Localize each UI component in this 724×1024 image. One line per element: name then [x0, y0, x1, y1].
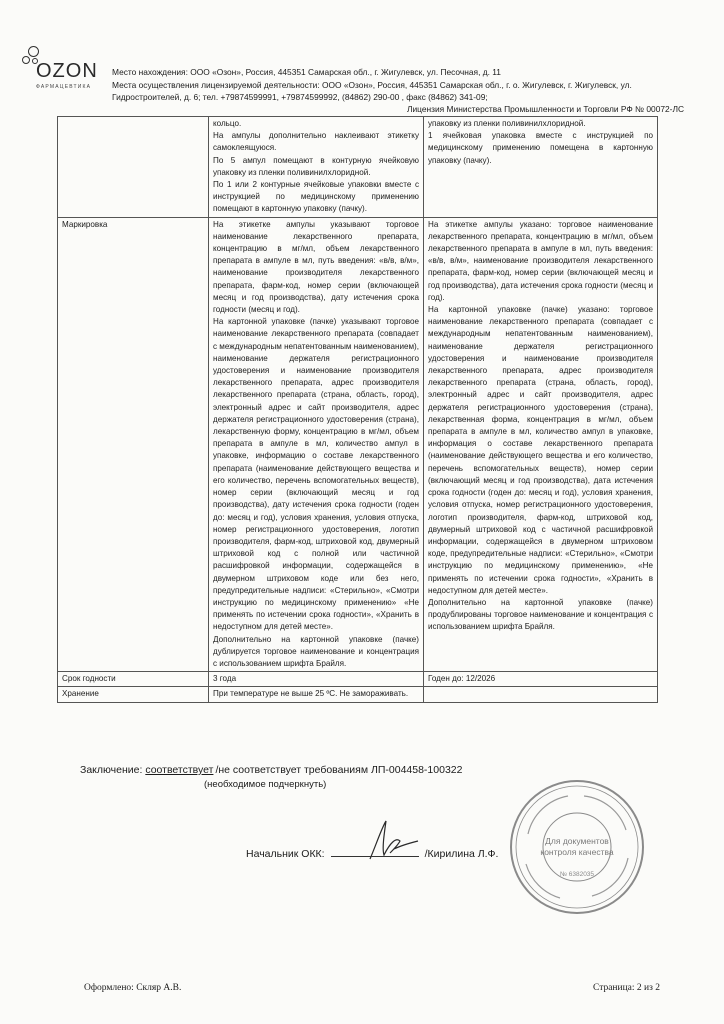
text-paragraph: На этикетке ампулы указывают торговое наименование лекарственного препарата, концентрацию в мг/мл, объем лекарственного препарата в ампуле в мл, путь введения: «в/в, в/м», наименование производителя лекарственного препарата, фарм-код, номер серии (включающей месяц и год производства), дату истечения срока годности (месяц и год). — [213, 219, 419, 315]
row-label: Хранение — [58, 687, 209, 702]
conclusion-requirement: требованиям ЛП-004458-100322 — [303, 764, 463, 776]
result-cell: Годен до: 12/2026 — [424, 672, 658, 687]
text-paragraph: На этикетке ампулы указано: торговое наименование лекарственного препарата, концентрацию в мг/мл, объем лекарственного препарата в ампуле в мл, путь введения: «в/в, в/м», наименование производителя лекарственного препарата, фарм-код, номер серии (включающей месяц и год производства), дата истечения срока годности (месяц и год). — [428, 219, 653, 302]
page-number: Страница: 2 из 2 — [592, 983, 660, 993]
company-logo — [22, 46, 114, 98]
stamp-text-line-2: контроля качества — [540, 847, 614, 857]
text-paragraph: На ампулы дополнительно наклеивают этикетку самоклеящуюся. — [213, 131, 419, 153]
result-cell — [424, 117, 658, 218]
row-label: Срок годности — [58, 672, 209, 687]
text-paragraph: По 5 ампул помещают в контурную ячейковую упаковку из пленки поливинилхлоридной. — [213, 155, 419, 177]
header-address: Место нахождения: ООО «Озон», Россия, 445351 Самарская обл., г. Жигулевск, ул. Песочная, д. 11 — [112, 67, 501, 77]
logo-name: OZON — [36, 60, 98, 82]
table-row-storage — [58, 687, 658, 702]
requirement-cell — [209, 217, 424, 672]
spec-table — [57, 116, 658, 703]
letterhead — [112, 66, 660, 104]
result-cell — [424, 687, 658, 702]
prepared-by: Оформлено: Скляр А.В. — [84, 983, 182, 993]
table-row-marking — [58, 217, 658, 672]
conclusion-option-not-complies: /не соответствует — [215, 764, 302, 776]
requirement-cell — [209, 117, 424, 218]
stamp-number: № 6382035 — [559, 871, 595, 878]
text-paragraph: упаковку из пленки поливинилхлоридной. — [428, 119, 586, 128]
text-paragraph: кольцо. — [213, 119, 242, 128]
conclusion — [80, 764, 462, 776]
conclusion-note: (необходимое подчеркнуть) — [204, 779, 327, 790]
text-paragraph: На картонной упаковке (пачке) указано: торговое наименование лекарственного препарата (совпадает с международным непатентованным наименованием), наименование держателя регистрационного удостоверения и наименование производителя лекарственного препарата, адрес производителя лекарственного препарата (страна, область, город), электронный адрес и сайт производителя, адрес держателя регистрационного удостоверения (страна), лекарственная форма, концентрация в мг/мл, объем препарата в ампуле в мл, количество ампул в упаковке, информация о составе лекарственного препарата (наименование действующего вещества и его количество, перечень вспомогательных веществ), номер серии (включающий месяц и год производства), дата истечения срока годности (годен до: месяц и год), условия хранения, условия отпуска, номер регистрационного удостоверения, логотип производителя, фарм-код, штриховой код, двумерный штриховой код с частичной расшифровкой информации, содержащейся в двумерном штриховом коде, предупредительные надписи: «Стерильно», «Смотри инструкцию по медицинскому применению», «Не применять по истечении срока годности», «Хранить в недоступном для детей месте». — [428, 305, 653, 595]
stamp-text-line-1: Для документов — [545, 836, 609, 846]
table-row-packaging — [58, 117, 658, 218]
quality-control-stamp — [508, 778, 646, 916]
logo-subtitle: ФАРМАЦЕВТИКА — [36, 84, 92, 90]
header-license: Лицензия Министерства Промышленности и Торговли РФ № 00072-ЛС — [407, 104, 684, 114]
signature-role: Начальник ОКК: — [246, 848, 325, 860]
text-paragraph: Дополнительно на картонной упаковке (пачке) продублированы торговое наименование и концентрация с использованием шрифта Брайля. — [428, 597, 653, 632]
text-paragraph: По 1 или 2 контурные ячейковые упаковки вместе с инструкцией по медицинскому применению помещают в картонную упаковку (пачку). — [213, 180, 419, 214]
header-sites: Места осуществления лицензируемой деятельности: ООО «Озон», Россия, 445351 Самарская обл., г. о. Жигулевск, г. Жигулевск, ул. — [112, 79, 632, 90]
text-paragraph: 1 ячейковая упаковка вместе с инструкцией по медицинскому применению помещена в картонную упаковку (пачку). — [428, 131, 653, 165]
signature-line — [331, 856, 419, 857]
text-paragraph: На картонной упаковке (пачке) указывают торговое наименование лекарственного препарата (совпадает с международным непатентованным наименованием), наименование держателя регистрационного удостоверения и наименование производителя лекарственного препарата, адрес производителя лекарственного препарата (страна, область, город), электронный адрес и сайт производителя, адрес держателя регистрационного удостоверения (страна), лекарственную форму, концентрацию в мг/мл, объем препарата в ампуле в мл, количество ампул в упаковке, информацию о составе лекарственного препарата (наименование действующего вещества и его количество, перечень вспомогательных веществ), номер серии (включающий месяц и год производства), дату истечения срока годности (годен до: месяц и год), условия хранения, условия отпуска, номер регистрационного удостоверения, логотип производителя, фарм-код, штриховой код, двумерный штриховой код с полной или частичной расшифровкой информации, содержащейся в двумерном штриховом коде или без него, предупредительные надписи: «Стерильно», «Смотри инструкцию по медицинскому применению» «Не применять по истечении срока годности», «Хранить в недоступном для детей месте». — [213, 317, 419, 632]
row-label: Маркировка — [58, 217, 209, 672]
header-contacts: Гидростроителей, д. 6; тел. +79874599991, +79874599992, (84862) 290-00 , факс (84862) 341-09; — [112, 92, 488, 103]
signature-row — [246, 848, 498, 860]
result-cell — [424, 217, 658, 672]
table-row-shelf-life — [58, 672, 658, 687]
signature-name: /Кирилина Л.Ф. — [424, 848, 499, 860]
requirement-cell: При температуре не выше 25 ºС. Не замораживать. — [209, 687, 424, 702]
requirement-cell: 3 года — [209, 672, 424, 687]
text-paragraph: Дополнительно на картонной упаковке (пачке) дублируется торговое наименование и концентрация с использованием шрифта Брайля. — [213, 634, 419, 668]
conclusion-label: Заключение: — [80, 764, 143, 776]
row-label — [58, 117, 209, 218]
conclusion-option-complies: соответствует — [145, 764, 214, 776]
